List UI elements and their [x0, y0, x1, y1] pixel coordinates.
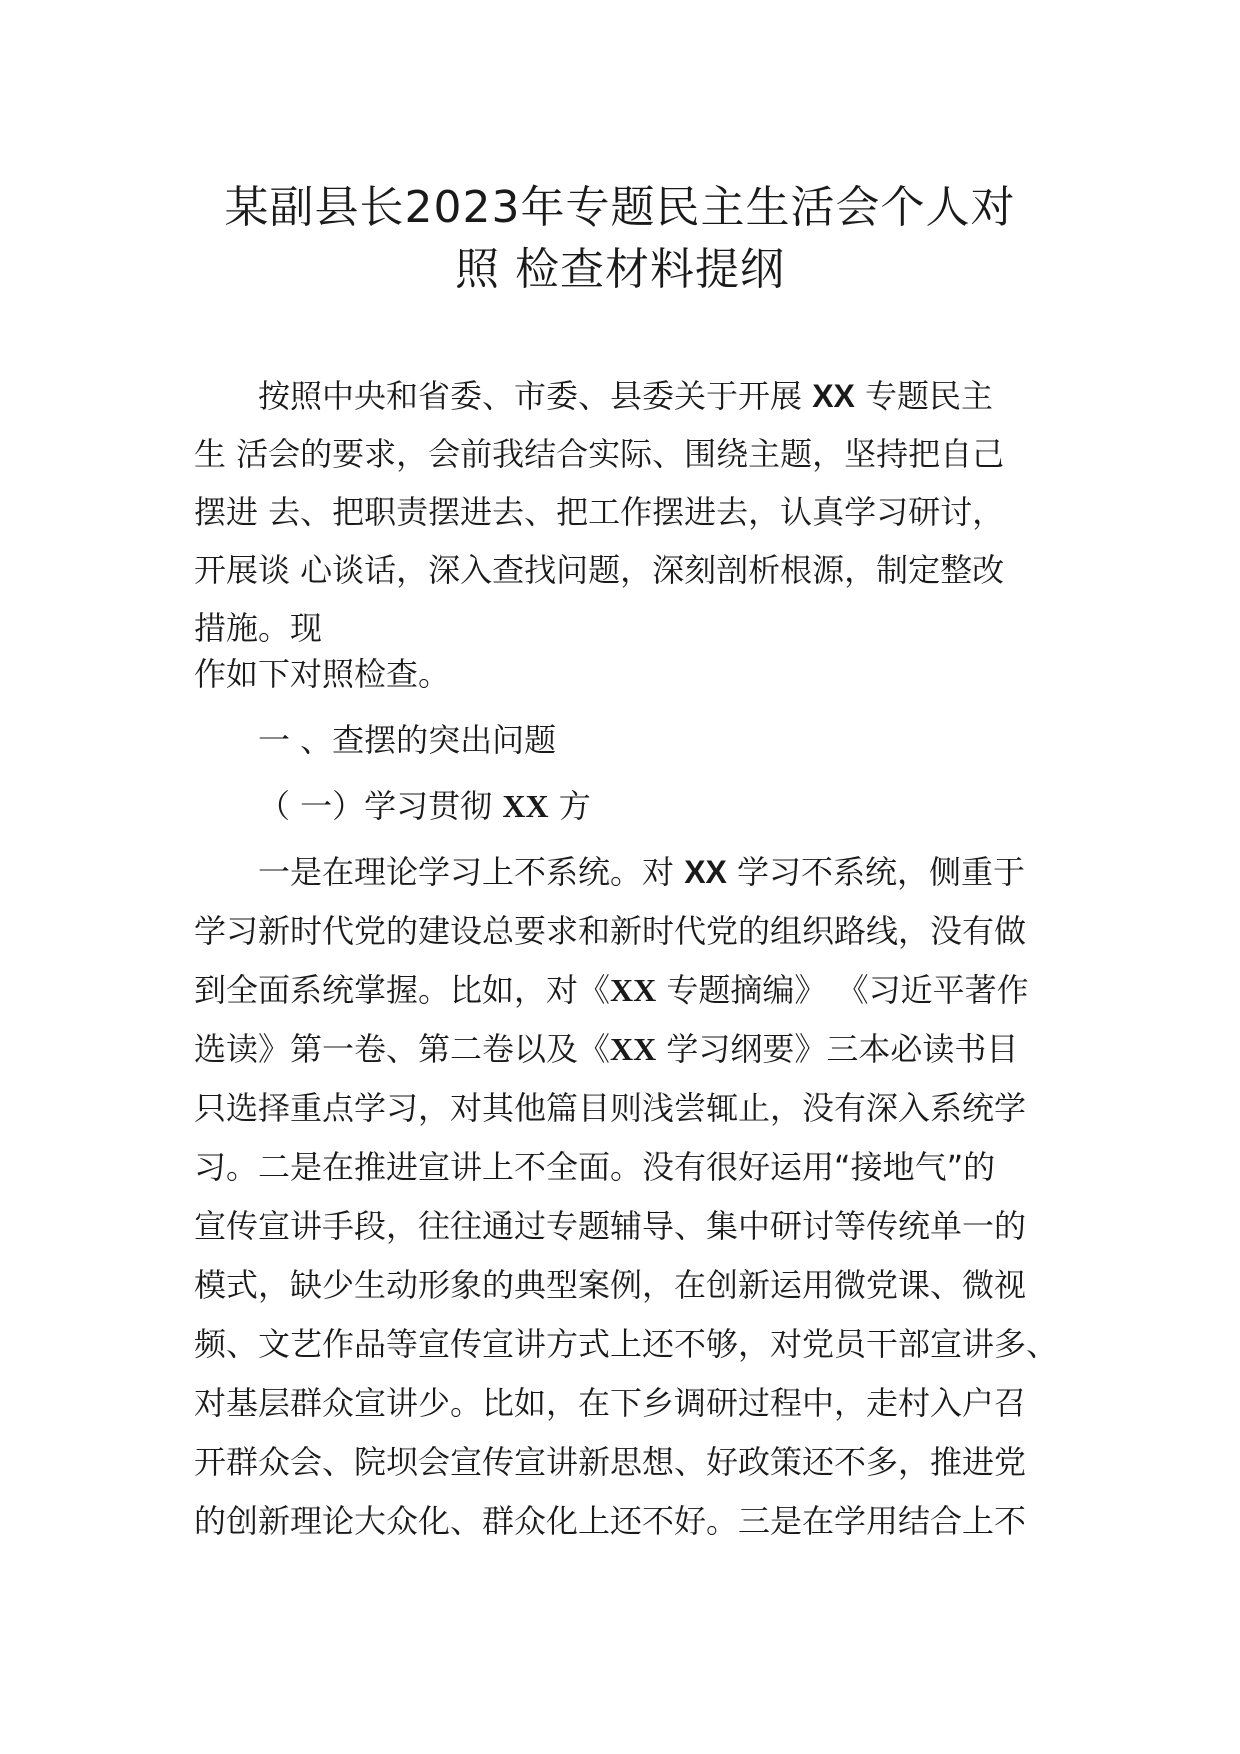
document-title-line-2: 照 检查材料提纲	[455, 244, 785, 295]
body-line: （ 一）学习贯彻 XX 方	[258, 787, 591, 825]
body-line: 学习新时代党的建设总要求和新时代党的组织路线，没有做	[194, 912, 1027, 950]
body-line: 的创新理论大众化、群众化上还不好。三是在学用结合上不	[194, 1502, 1027, 1540]
body-line: 模式，缺少生动形象的典型案例，在创新运用微党课、微视	[194, 1266, 1027, 1304]
document-title-line-1: 某副县长2023年专题民主生活会个人对	[224, 182, 1016, 233]
body-line: 选读》第一卷、第二卷以及《XX 学习纲要》三本必读书目	[194, 1030, 1019, 1068]
body-line: 对基层群众宣讲少。比如，在下乡调研过程中，走村入户召	[194, 1384, 1027, 1422]
body-line: 开群众会、院坝会宣传宣讲新思想、好政策还不多，推进党	[194, 1443, 1027, 1481]
body-line: 生 活会的要求，会前我结合实际、围绕主题，坚持把自己	[194, 435, 1005, 473]
body-line: 只选择重点学习，对其他篇目则浅尝辄止，没有深入系统学	[194, 1089, 1027, 1127]
body-line: 到全面系统掌握。比如，对《XX 专题摘编》 《习近平著作	[194, 971, 1029, 1009]
body-line: 作如下对照检查。	[194, 655, 451, 693]
body-line: 一是在理论学习上不系统。对 XX 学习不系统，侧重于	[258, 853, 1026, 891]
body-line: 习。二是在推进宣讲上不全面。没有很好运用“接地气”的	[194, 1148, 996, 1186]
body-line: 频、文艺作品等宣传宣讲方式上还不够，对党员干部宣讲多、	[194, 1325, 1059, 1363]
body-line: 一 、查摆的突出问题	[258, 721, 557, 759]
body-line: 开展谈 心谈话，深入查找问题，深刻剖析根源，制定整改	[194, 551, 1005, 589]
body-line: 按照中央和省委、市委、县委关于开展 XX 专题民主	[258, 377, 994, 415]
body-line: 措施。现	[194, 609, 323, 647]
body-line: 摆进 去、把职责摆进去、把工作摆进去，认真学习研讨，	[194, 493, 1005, 531]
body-line: 宣传宣讲手段，往往通过专题辅导、集中研讨等传统单一的	[194, 1207, 1027, 1245]
